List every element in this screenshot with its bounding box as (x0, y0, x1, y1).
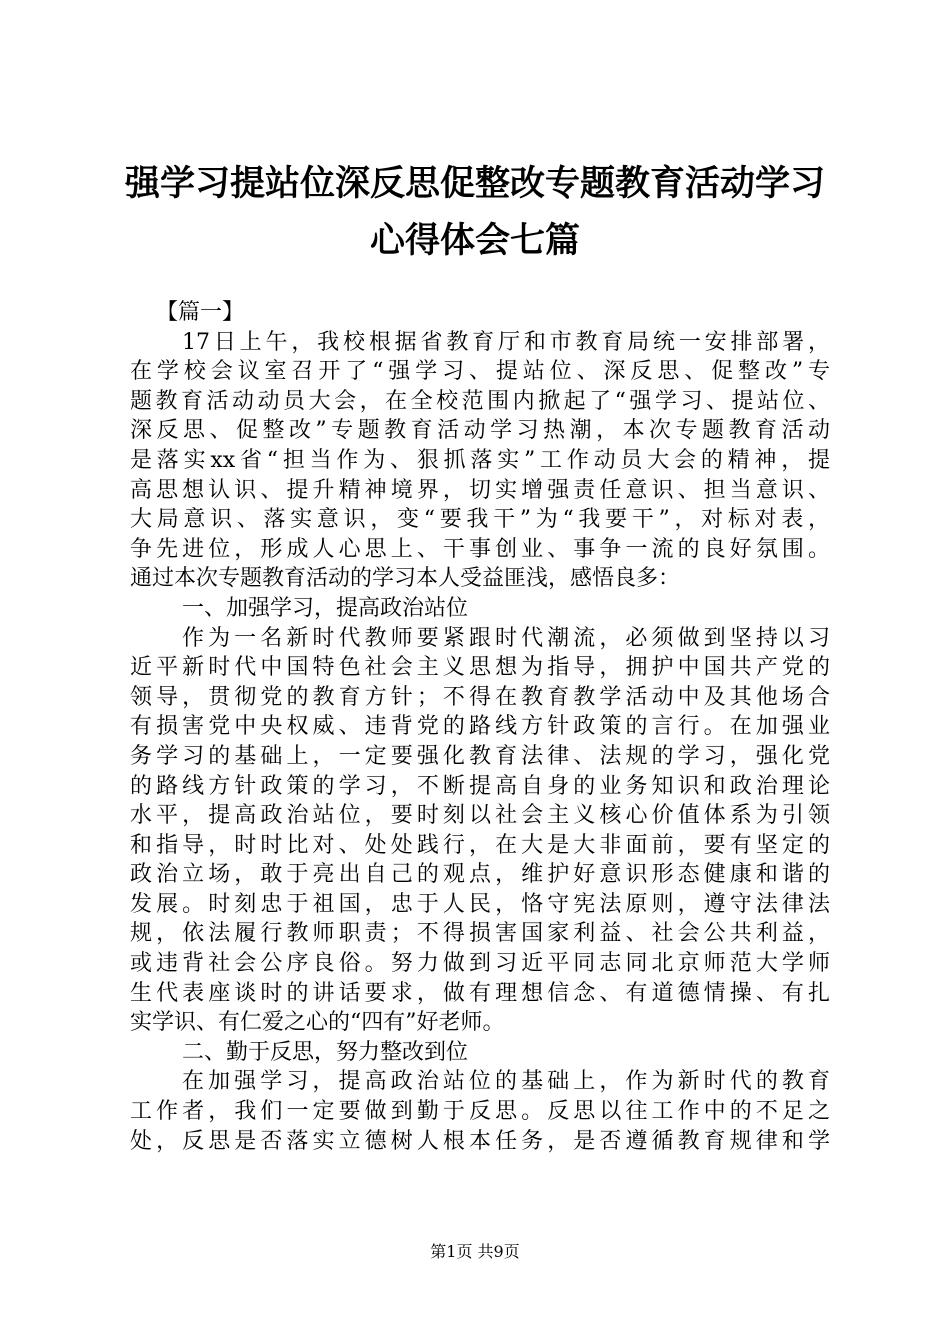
paragraph-line: 17日上午，我校根据省教育厅和市教育局统一安排部署， (182, 329, 830, 355)
subheading: 一、加强学习，提高政治站位 (182, 595, 469, 621)
paragraph-line: 近平新时代中国特色社会主义思想为指导，拥护中国共产党的 (130, 655, 830, 681)
paragraph-line: 规，依法履行教师职责；不得损害国家利益、社会公共利益， (130, 921, 830, 947)
subheading: 二、勤于反思，努力整改到位 (182, 1039, 469, 1065)
paragraph-line: 在加强学习，提高政治站位的基础上，作为新时代的教育 (182, 1069, 830, 1095)
section-heading: 【篇一】 (156, 300, 245, 325)
paragraph-line: 工作者，我们一定要做到勤于反思。反思以往工作中的不足之 (130, 1099, 830, 1125)
paragraph-line: 大局意识、落实意识，变“要我干”为“我要干”，对标对表， (130, 507, 830, 533)
paragraph-line: 和指导，时时比对、处处践行，在大是大非面前，要有坚定的 (130, 832, 830, 858)
paragraph-line: 务学习的基础上，一定要强化教育法律、法规的学习，强化党 (130, 743, 830, 769)
paragraph-line: 深反思、促整改”专题教育活动学习热潮，本次专题教育活动 (130, 418, 830, 444)
paragraph-line: 作为一名新时代教师要紧跟时代潮流，必须做到坚持以习 (182, 625, 830, 651)
page-footer: 第1页 共9页 (430, 1242, 520, 1261)
paragraph-line: 实学识、有仁爱之心的“四有”好老师。 (130, 1010, 505, 1036)
document-title-line-2: 心得体会七篇 (369, 220, 580, 261)
paragraph-line: 题教育活动动员大会，在全校范围内掀起了“强学习、提站位、 (130, 388, 830, 414)
paragraph-line: 争先进位，形成人心思上、干事创业、事争一流的良好氛围。 (130, 536, 830, 562)
paragraph-line: 是落实xx省“担当作为、狠抓落实”工作动员大会的精神，提 (130, 447, 830, 473)
paragraph-line: 水平，提高政治站位，要时刻以社会主义核心价值体系为引领 (130, 803, 830, 829)
paragraph-line: 在学校会议室召开了“强学习、提站位、深反思、促整改”专 (130, 359, 830, 385)
document-body (130, 298, 830, 1156)
document-title-line-1: 强学习提站位深反思促整改专题教育活动学习 (124, 163, 825, 204)
paragraph-line: 政治立场，敢于亮出自己的观点，维护好意识形态健康和谐的 (130, 862, 830, 888)
paragraph-line: 发展。时刻忠于祖国，忠于人民，恪守宪法原则，遵守法律法 (130, 891, 830, 917)
paragraph-line: 领导，贯彻党的教育方针；不得在教育教学活动中及其他场合 (130, 684, 830, 710)
paragraph-line: 生代表座谈时的讲话要求，做有理想信念、有道德情操、有扎 (130, 980, 830, 1006)
paragraph-line: 的路线方针政策的学习，不断提高自身的业务知识和政治理论 (130, 773, 830, 799)
paragraph-line: 有损害党中央权威、违背党的路线方针政策的言行。在加强业 (130, 714, 830, 740)
paragraph-line: 处，反思是否落实立德树人根本任务，是否遵循教育规律和学 (130, 1128, 830, 1154)
paragraph-line: 或违背社会公序良俗。努力做到习近平同志同北京师范大学师 (130, 951, 830, 977)
paragraph-line: 高思想认识、提升精神境界，切实增强责任意识、担当意识、 (130, 477, 830, 503)
paragraph-line: 通过本次专题教育活动的学习本人受益匪浅，感悟良多： (130, 566, 681, 592)
